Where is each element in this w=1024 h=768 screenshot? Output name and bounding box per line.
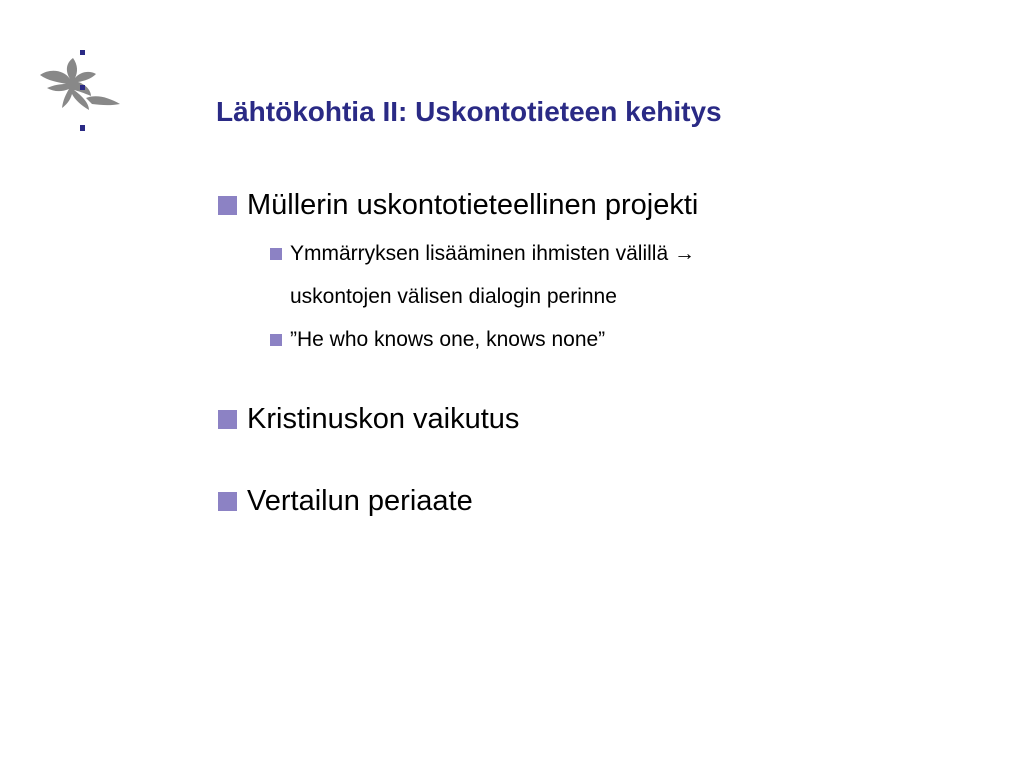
slide-content bbox=[216, 186, 976, 520]
sub-bullet-text: ”He who knows one, knows none” bbox=[290, 328, 606, 351]
sub-bullet-text-continued: uskontojen välisen dialogin perinne bbox=[290, 285, 617, 308]
bullet-vertailun-periaate bbox=[216, 482, 976, 520]
sub-bullet-quote bbox=[269, 318, 976, 361]
flame-logo-icon bbox=[36, 48, 126, 136]
bullet-square-icon bbox=[218, 410, 237, 429]
bullet-square-icon bbox=[218, 492, 237, 511]
bullet-square-icon bbox=[270, 334, 282, 346]
bullet-kristinuskon-vaikutus bbox=[216, 400, 976, 438]
bullet-square-icon bbox=[218, 196, 237, 215]
bullet-text: Vertailun periaate bbox=[247, 485, 473, 517]
bullet-text: Kristinuskon vaikutus bbox=[247, 403, 520, 435]
sub-bullet-text: Ymmärryksen lisääminen ihmisten välillä bbox=[290, 242, 669, 265]
sub-bullet-ymmarrys bbox=[269, 232, 976, 318]
arrow-right-icon: → bbox=[673, 242, 695, 265]
bullet-mullerin-projekti bbox=[216, 186, 976, 224]
bullet-text: Müllerin uskontotieteellinen projekti bbox=[247, 189, 699, 221]
bullet-square-icon bbox=[270, 248, 282, 260]
slide-title: Lähtökohtia II: Uskontotieteen kehitys bbox=[216, 96, 722, 127]
